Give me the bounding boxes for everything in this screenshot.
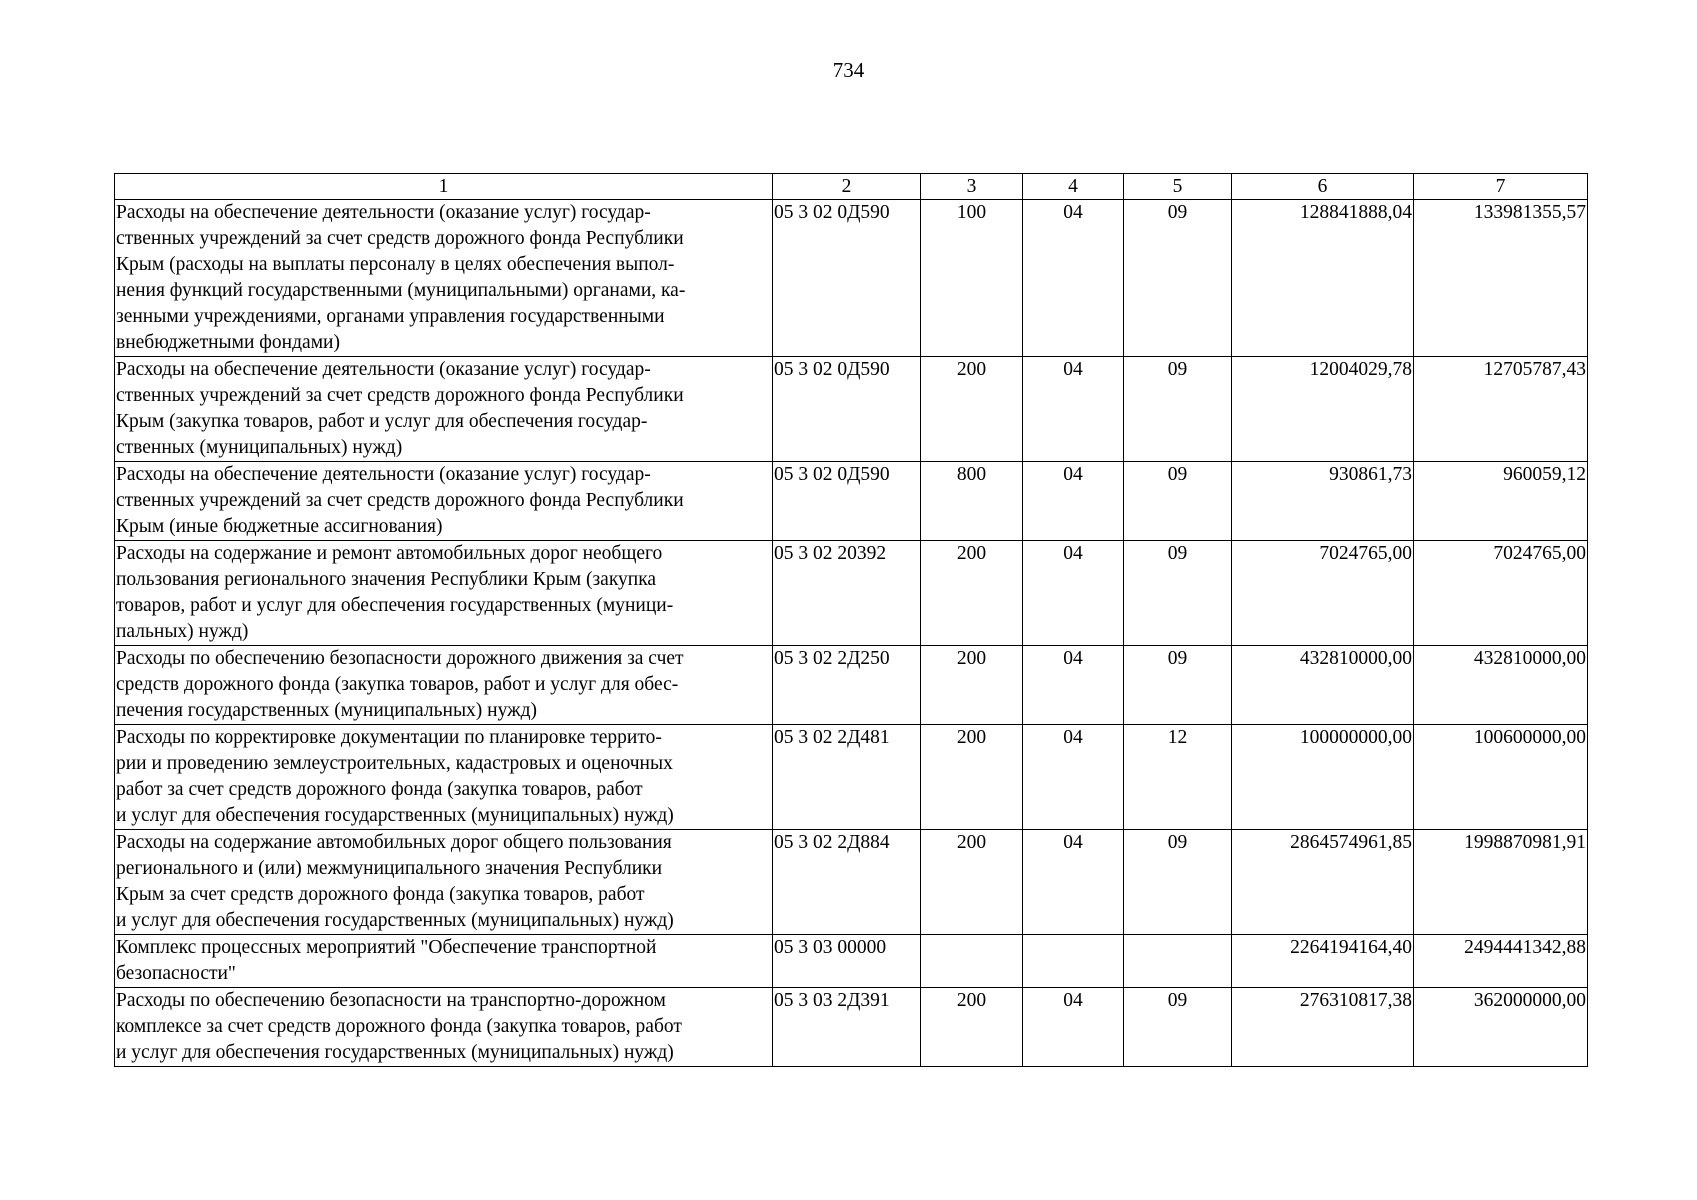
row-col4: 04 [1023,830,1124,935]
row-amount-col6: 432810000,00 [1232,646,1414,725]
description-line: Расходы по обеспечению безопасности на транспортно-дорожном [116,990,666,1011]
row-description [115,830,773,935]
row-col5: 09 [1124,988,1232,1067]
description-line: товаров, работ и услуг для обеспечения государственных (муници- [116,595,674,616]
row-code: 05 3 02 0Д590 [773,357,921,462]
description-line: комплексе за счет средств дорожного фонда (закупка товаров, работ [116,1016,682,1037]
table-row [115,830,1588,935]
row-description [115,988,773,1067]
description-line: Крым за счет средств дорожного фонда (закупка товаров, работ [116,884,645,905]
row-description [115,646,773,725]
row-amount-col7: 100600000,00 [1414,725,1588,830]
row-amount-col6: 2864574961,85 [1232,830,1414,935]
row-col4: 04 [1023,462,1124,541]
table-body [115,200,1588,1067]
row-amount-col7: 133981355,57 [1414,200,1588,357]
row-col5: 09 [1124,462,1232,541]
row-col3 [921,935,1023,988]
description-line: средств дорожного фонда (закупка товаров, работ и услуг для обес- [116,674,679,695]
row-amount-col6: 128841888,04 [1232,200,1414,357]
description-line: и услуг для обеспечения государственных (муниципальных) нужд) [116,910,674,931]
description-line: Расходы по корректировке документации по планировке террито- [116,727,662,748]
table-row [115,725,1588,830]
description-line: пользования регионального значения Республики Крым (закупка [116,569,657,590]
description-line: регионального и (или) межмуниципального значения Республики [116,858,663,879]
row-code: 05 3 02 2Д250 [773,646,921,725]
row-code: 05 3 03 00000 [773,935,921,988]
column-header-3: 3 [921,174,1023,200]
table-row [115,935,1588,988]
description-line: Расходы по обеспечению безопасности дорожного движения за счет [116,648,684,669]
description-line: работ за счет средств дорожного фонда (закупка товаров, работ [116,779,643,800]
description-line: безопасности" [116,963,236,984]
row-col4: 04 [1023,357,1124,462]
description-line: ственных учреждений за счет средств дорожного фонда Республики [116,385,684,406]
description-line: и услуг для обеспечения государственных (муниципальных) нужд) [116,805,674,826]
row-amount-col6: 100000000,00 [1232,725,1414,830]
description-line: Крым (расходы на выплаты персоналу в целях обеспечения выпол- [116,254,675,275]
column-header-2: 2 [773,174,921,200]
row-col3: 200 [921,830,1023,935]
row-code: 05 3 02 2Д481 [773,725,921,830]
row-col3: 100 [921,200,1023,357]
row-amount-col6: 930861,73 [1232,462,1414,541]
budget-table [114,173,1588,1067]
description-line: печения государственных (муниципальных) нужд) [116,700,537,721]
description-line: Крым (иные бюджетные ассигнования) [116,516,443,537]
header-row [115,174,1588,200]
row-description [115,462,773,541]
description-line: нения функций государственными (муниципальными) органами, ка- [116,280,686,301]
description-line: ственных учреждений за счет средств дорожного фонда Республики [116,228,684,249]
row-amount-col7: 432810000,00 [1414,646,1588,725]
row-amount-col7: 362000000,00 [1414,988,1588,1067]
column-header-4: 4 [1023,174,1124,200]
row-col4: 04 [1023,541,1124,646]
row-col5: 09 [1124,541,1232,646]
description-line: Комплекс процессных мероприятий "Обеспечение транспортной [116,937,657,958]
row-amount-col6: 2264194164,40 [1232,935,1414,988]
row-description [115,541,773,646]
row-col3: 200 [921,357,1023,462]
row-col4: 04 [1023,988,1124,1067]
row-col3: 200 [921,988,1023,1067]
description-line: рии и проведению землеустроительных, кадастровых и оценочных [116,753,673,774]
column-header-1: 1 [115,174,773,200]
row-col4: 04 [1023,200,1124,357]
table-row [115,988,1588,1067]
description-line: Крым (закупка товаров, работ и услуг для обеспечения государ- [116,411,648,432]
table-row [115,646,1588,725]
row-amount-col6: 276310817,38 [1232,988,1414,1067]
row-description [115,200,773,357]
description-line: ственных (муниципальных) нужд) [116,437,403,458]
description-line: ственных учреждений за счет средств дорожного фонда Республики [116,490,684,511]
page-number: 734 [832,58,865,82]
row-code: 05 3 02 2Д884 [773,830,921,935]
row-amount-col6: 7024765,00 [1232,541,1414,646]
row-col4: 04 [1023,725,1124,830]
description-line: Расходы на содержание и ремонт автомобильных дорог необщего [116,543,663,564]
row-col5: 09 [1124,646,1232,725]
description-line: Расходы на обеспечение деятельности (оказание услуг) государ- [116,359,651,380]
description-line: зенными учреждениями, органами управления государственными [116,306,665,327]
row-code: 05 3 03 2Д391 [773,988,921,1067]
row-amount-col7: 960059,12 [1414,462,1588,541]
row-code: 05 3 02 0Д590 [773,462,921,541]
row-col3: 800 [921,462,1023,541]
description-line: внебюджетными фондами) [116,332,340,353]
row-col5: 09 [1124,357,1232,462]
row-amount-col7: 12705787,43 [1414,357,1588,462]
description-line: и услуг для обеспечения государственных (муниципальных) нужд) [116,1042,674,1063]
row-col3: 200 [921,646,1023,725]
row-amount-col7: 7024765,00 [1414,541,1588,646]
table-row [115,462,1588,541]
table-row [115,357,1588,462]
row-amount-col6: 12004029,78 [1232,357,1414,462]
row-col5: 09 [1124,200,1232,357]
row-col5: 09 [1124,830,1232,935]
row-description [115,357,773,462]
description-line: пальных) нужд) [116,621,249,642]
table-row [115,541,1588,646]
row-amount-col7: 2494441342,88 [1414,935,1588,988]
description-line: Расходы на обеспечение деятельности (оказание услуг) государ- [116,202,651,223]
row-col3: 200 [921,541,1023,646]
row-description [115,935,773,988]
row-code: 05 3 02 20392 [773,541,921,646]
table-row [115,200,1588,357]
row-col3: 200 [921,725,1023,830]
description-line: Расходы на содержание автомобильных дорог общего пользования [116,832,672,853]
column-header-7: 7 [1414,174,1588,200]
row-amount-col7: 1998870981,91 [1414,830,1588,935]
description-line: Расходы на обеспечение деятельности (оказание услуг) государ- [116,464,651,485]
row-code: 05 3 02 0Д590 [773,200,921,357]
row-description [115,725,773,830]
row-col5: 12 [1124,725,1232,830]
column-header-6: 6 [1232,174,1414,200]
row-col5 [1124,935,1232,988]
row-col4: 04 [1023,646,1124,725]
row-col4 [1023,935,1124,988]
column-header-5: 5 [1124,174,1232,200]
